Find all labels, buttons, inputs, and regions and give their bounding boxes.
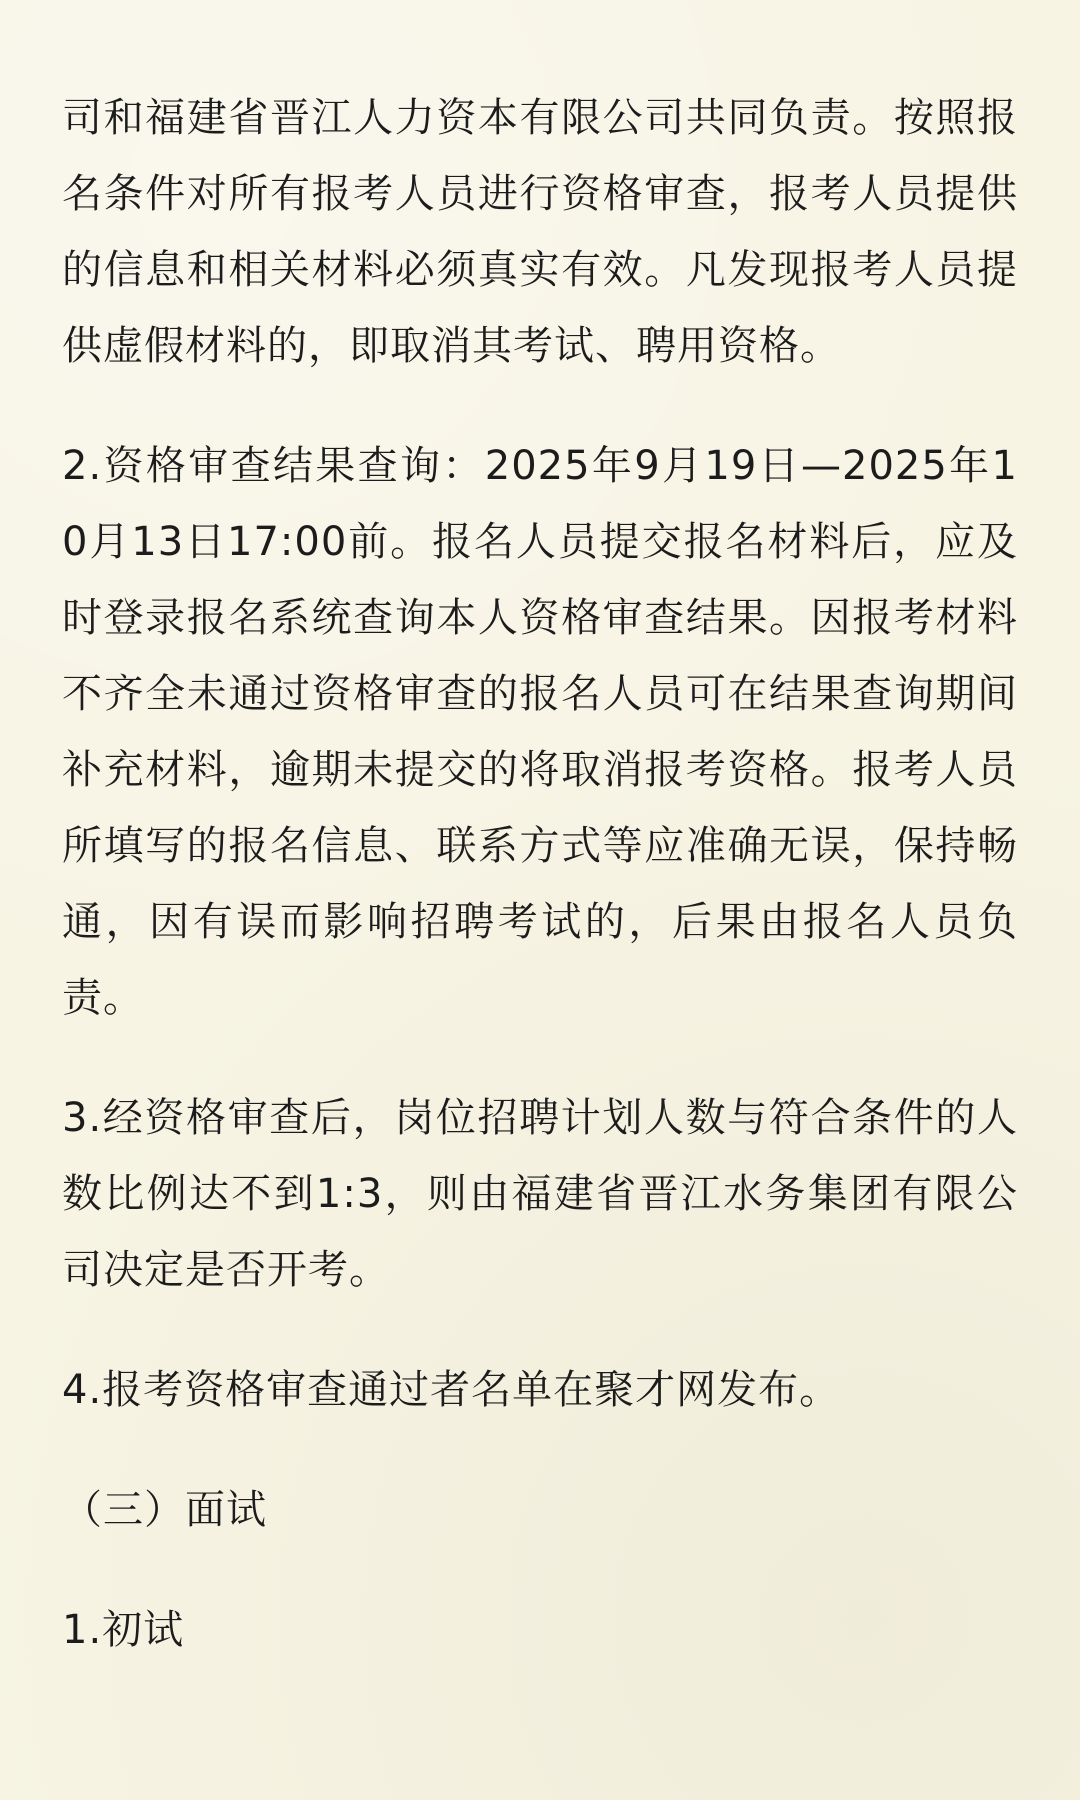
paragraph-gap <box>62 1036 1018 1080</box>
paragraph-gap <box>62 1428 1018 1472</box>
paragraph-gap <box>62 1308 1018 1352</box>
paragraph-publish-list: 4.报考资格审查通过者名单在聚才网发布。 <box>62 1367 841 1413</box>
paragraph-gap <box>62 384 1018 428</box>
paragraph-ratio-rule: 3.经资格审查后，岗位招聘计划人数与符合条件的人数比例达不到1:3，则由福建省晋江水务集团有限公司决定是否开考。 <box>62 1095 1018 1293</box>
subheading-initial-interview: 1.初试 <box>62 1607 185 1653</box>
paragraph-gap <box>62 1548 1018 1592</box>
section-heading-interview: （三）面试 <box>62 1487 267 1533</box>
paragraph-qualification-review: 司和福建省晋江人力资本有限公司共同负责。按照报名条件对所有报考人员进行资格审查，报考人员提供的信息和相关材料必须真实有效。凡发现报考人员提供虚假材料的，即取消其考试、聘用资格。 <box>62 95 1018 369</box>
paragraph-result-query: 2.资格审查结果查询：2025年9月19日—2025年10月13日17:00前。报名人员提交报名材料后，应及时登录报名系统查询本人资格审查结果。因报考材料不齐全未通过资格审查的报名人员可在结果查询期间补充材料，逾期未提交的将取消报考资格。报考人员所填写的报名信息、联系方式等应准确无误，保持畅通，因有误而影响招聘考试的，后果由报名人员负责。 <box>62 443 1018 1021</box>
